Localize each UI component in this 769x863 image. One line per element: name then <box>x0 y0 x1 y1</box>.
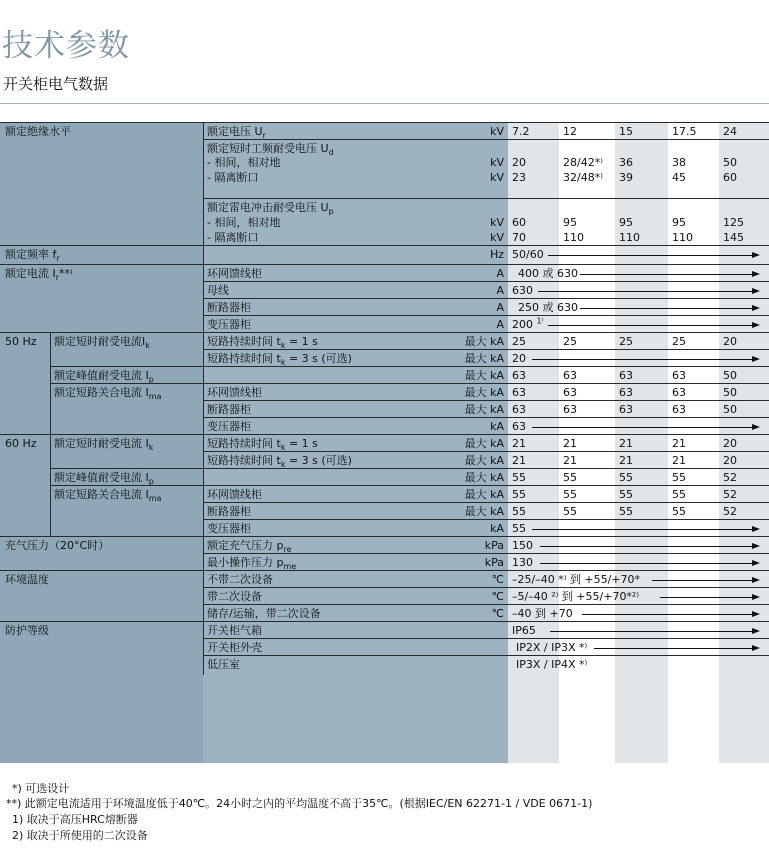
row-rule <box>203 139 769 140</box>
hz50-stw-label: 额定短时耐受电流$I_k$ <box>54 335 150 351</box>
row-rule <box>50 383 769 384</box>
hz50-dur3-label: 短路持续时间 $t_k = 3$ s (可选) <box>207 352 352 368</box>
rated-pressure-value: 150 <box>512 539 533 552</box>
column-rule <box>50 332 51 536</box>
protection-row-label: 开关柜外壳 <box>207 641 262 654</box>
span-arrow-line <box>540 546 754 547</box>
hz50-peak-value: 63 <box>512 369 526 382</box>
pf-gap-value: 39 <box>619 171 633 184</box>
min-pressure-value: 130 <box>512 556 533 569</box>
ambient-no-sec-label: 不带二次设备 <box>207 573 273 586</box>
hz60-dur1-value: 21 <box>672 437 686 450</box>
row-rule <box>50 366 769 367</box>
protection-value: IP2X / IP3X *⁾ <box>516 641 588 654</box>
row-rule <box>203 281 769 282</box>
hz60-cb-value: 55 <box>672 505 686 518</box>
current-row-label: 断路器柜 <box>207 301 251 314</box>
voltage-value: 17.5 <box>672 125 697 138</box>
hz50-tr-unit: kA <box>490 420 504 433</box>
hz60-peak-unit: 最大 kA <box>464 471 504 484</box>
title-divider <box>0 103 769 104</box>
current-row-label: 变压器柜 <box>207 318 251 331</box>
hz60-dur1-value: 21 <box>619 437 633 450</box>
span-arrow-head <box>752 628 760 634</box>
hz50-dur1-value: 25 <box>672 335 686 348</box>
pf-phase-value: 36 <box>619 156 633 169</box>
hz60-dur3-value: 21 <box>672 454 686 467</box>
ambient-unit: ℃ <box>491 590 504 603</box>
hz60-peak-value: 52 <box>723 471 737 484</box>
hz60-peak-label: 额定峰值耐受电流 $I_p$ <box>54 471 154 487</box>
hz60-peak-value: 55 <box>672 471 686 484</box>
pf-phase-value: 50 <box>723 156 737 169</box>
hz60-dur3-value: 21 <box>563 454 577 467</box>
hz50-peak-unit: 最大 kA <box>464 369 504 382</box>
min-pressure-label: 最小操作压力 $p_{me}$ <box>207 556 297 572</box>
voltage-value: 15 <box>619 125 633 138</box>
rated-current-label: 额定电流 $I_r**^)$ <box>5 267 73 283</box>
hz50-cb-value: 63 <box>619 403 633 416</box>
current-row-label: 母线 <box>207 284 229 297</box>
protection-value: IP65 <box>512 624 536 637</box>
voltage-value: 7.2 <box>512 125 530 138</box>
pf-phase-value: 20 <box>512 156 526 169</box>
column-rule <box>203 122 204 675</box>
ambient-unit: ℃ <box>491 573 504 586</box>
pf-gap-value: 23 <box>512 171 526 184</box>
span-arrow-head <box>752 645 760 651</box>
hz60-cb-unit: 最大 kA <box>464 505 504 518</box>
li-gap-unit: kV <box>490 231 504 244</box>
hz50-cb-value: 50 <box>723 403 737 416</box>
current-unit: A <box>496 301 504 314</box>
li-phase-unit: kV <box>490 216 504 229</box>
hz60-dur1-value: 21 <box>563 437 577 450</box>
li-gap-label: - 隔离断口 <box>207 231 259 244</box>
protection-group-label: 防护等级 <box>5 624 49 637</box>
current-value: 250 或 630 <box>518 301 578 314</box>
pressure-group-label: 充气压力（20°C时） <box>5 539 110 552</box>
hz50-making-label: 额定短路关合电流 $I_{ma}$ <box>54 386 162 402</box>
pf-phase-unit: kV <box>490 156 504 169</box>
hz60-stw-label: 额定短时耐受电流 $I_k$ <box>54 437 154 453</box>
span-arrow-head <box>752 252 760 258</box>
hz50-ring-label: 环网馈线柜 <box>207 386 262 399</box>
span-arrow-head <box>752 288 760 294</box>
ambient-storage-value: –40 到 +70 <box>512 607 573 620</box>
span-arrow-head <box>752 543 760 549</box>
row-rule <box>203 638 769 639</box>
ambient-storage-label: 储存/运输，带二次设备 <box>207 607 321 620</box>
hz60-dur1-unit: 最大 kA <box>464 437 504 450</box>
hz60-tr-value: 55 <box>512 522 526 535</box>
li-gap-value: 110 <box>563 231 584 244</box>
hz50-peak-value: 63 <box>619 369 633 382</box>
ambient-unit: ℃ <box>491 607 504 620</box>
hz60-dur3-value: 21 <box>619 454 633 467</box>
row-rule <box>50 485 769 486</box>
current-row-label: 环网馈线柜 <box>207 267 262 280</box>
hz50-ring-value: 63 <box>563 386 577 399</box>
span-arrow-head <box>752 271 760 277</box>
row-rule <box>203 315 769 316</box>
hz60-dur3-value: 20 <box>723 454 737 467</box>
current-unit: A <box>496 267 504 280</box>
hz60-cb-label: 断路器柜 <box>207 505 251 518</box>
span-arrow-head <box>752 577 760 583</box>
span-arrow-line <box>548 325 754 326</box>
row-rule <box>203 519 769 520</box>
hz50-dur1-value: 25 <box>619 335 633 348</box>
hz50-dur1-label: 短路持续时间 $t_k = 1$ s <box>207 335 318 351</box>
hz60-cb-value: 55 <box>563 505 577 518</box>
frequency-value: 50/60 <box>512 248 544 261</box>
hz50-cb-unit: 最大 kA <box>464 403 504 416</box>
hz60-dur1-label: 短路持续时间 $t_k = 1$ s <box>207 437 318 453</box>
hz50-ring-value: 50 <box>723 386 737 399</box>
voltage-value: 24 <box>723 125 737 138</box>
row-rule <box>0 536 769 537</box>
hz60-making-label: 额定短路关合电流 $I_{ma}$ <box>54 488 162 504</box>
rated-voltage-unit: kV <box>490 125 504 138</box>
span-arrow-line <box>538 291 754 292</box>
lightning-label: 额定雷电冲击耐受电压 $U_p$ <box>207 201 334 217</box>
hz50-tr-label: 变压器柜 <box>207 420 251 433</box>
hz50-cb-value: 63 <box>563 403 577 416</box>
hz60-ring-value: 55 <box>563 488 577 501</box>
current-value: 630 <box>512 284 533 297</box>
span-arrow-line <box>594 648 754 649</box>
current-value: 200 $^{1^)}$ <box>512 316 544 331</box>
hz60-cb-value: 55 <box>619 505 633 518</box>
span-arrow-head <box>752 424 760 430</box>
hz60-ring-label: 环网馈线柜 <box>207 488 262 501</box>
row-rule <box>203 451 769 452</box>
rated-voltage-label: 额定电压 $U_r$ <box>207 125 266 141</box>
ambient-group-label: 环境温度 <box>5 573 49 586</box>
footnote: 2) 取决于所使用的二次设备 <box>12 829 148 842</box>
hz60-cb-value: 52 <box>723 505 737 518</box>
hz60-dur1-value: 20 <box>723 437 737 450</box>
hz60-ring-value: 52 <box>723 488 737 501</box>
hz60-ring-value: 55 <box>619 488 633 501</box>
span-arrow-line <box>532 529 754 530</box>
min-pressure-unit: kPa <box>484 556 504 569</box>
hz50-peak-value: 63 <box>563 369 577 382</box>
span-arrow-head <box>752 356 760 362</box>
span-arrow-line <box>660 597 754 598</box>
span-arrow-line <box>582 614 754 615</box>
hz50-cb-value: 63 <box>512 403 526 416</box>
hz50-dur1-unit: 最大 kA <box>464 335 504 348</box>
row-rule <box>203 655 769 656</box>
rated-pressure-unit: kPa <box>484 539 504 552</box>
row-rule <box>50 468 769 469</box>
voltage-value: 12 <box>563 125 577 138</box>
row-rule <box>0 570 769 571</box>
pf-gap-label: - 隔离断口 <box>207 171 259 184</box>
span-arrow-line <box>580 308 754 309</box>
row-rule <box>203 502 769 503</box>
hz60-ring-unit: 最大 kA <box>464 488 504 501</box>
pf-withstand-label: 额定短时工频耐受电压 $U_d$ <box>207 142 334 158</box>
li-gap-value: 110 <box>619 231 640 244</box>
hz50-dur1-value: 25 <box>563 335 577 348</box>
hz60-peak-value: 55 <box>512 471 526 484</box>
frequency-label: 额定频率 $f_r$ <box>5 248 60 264</box>
span-arrow-line <box>532 359 754 360</box>
hz60-dur1-value: 21 <box>512 437 526 450</box>
li-gap-value: 145 <box>723 231 744 244</box>
hz60-group-label: 60 Hz <box>5 437 37 450</box>
hz50-cb-value: 63 <box>672 403 686 416</box>
span-arrow-head <box>752 305 760 311</box>
li-gap-value: 70 <box>512 231 526 244</box>
rated-pressure-label: 额定充气压力 $p_{re}$ <box>207 539 292 555</box>
hz50-ring-value: 63 <box>672 386 686 399</box>
pf-gap-unit: kV <box>490 171 504 184</box>
hz50-ring-unit: 最大 kA <box>464 386 504 399</box>
hz60-dur3-unit: 最大 kA <box>464 454 504 467</box>
pf-phase-value: 38 <box>672 156 686 169</box>
row-rule <box>203 198 769 199</box>
span-arrow-line <box>548 255 754 256</box>
row-rule <box>203 400 769 401</box>
hz50-dur3-value: 20 <box>512 352 526 365</box>
li-phase-value: 60 <box>512 216 526 229</box>
hz50-dur1-value: 25 <box>512 335 526 348</box>
hz60-ring-value: 55 <box>672 488 686 501</box>
span-arrow-line <box>532 427 754 428</box>
hz60-peak-value: 55 <box>619 471 633 484</box>
row-rule <box>203 349 769 350</box>
hz60-dur3-label: 短路持续时间 $t_k = 3$ s (可选) <box>207 454 352 470</box>
row-rule <box>0 434 769 435</box>
row-rule <box>203 587 769 588</box>
row-rule <box>203 417 769 418</box>
span-arrow-line <box>580 274 754 275</box>
ambient-no-sec-value: –25/–40 *⁾ 到 +55/+70* <box>512 573 641 586</box>
hz50-ring-value: 63 <box>512 386 526 399</box>
hz50-peak-label: 额定峰值耐受电流 $I_p$ <box>54 369 154 385</box>
protection-row-label: 低压室 <box>207 658 240 671</box>
footnote: 1) 取决于高压HRC熔断器 <box>12 813 138 826</box>
li-phase-value: 125 <box>723 216 744 229</box>
hz50-group-label: 50 Hz <box>5 335 37 348</box>
pf-gap-value: 45 <box>672 171 686 184</box>
frequency-unit: Hz <box>489 248 504 261</box>
hz60-dur3-value: 21 <box>512 454 526 467</box>
hz60-cb-value: 55 <box>512 505 526 518</box>
row-rule <box>0 332 769 333</box>
li-phase-value: 95 <box>619 216 633 229</box>
span-arrow-head <box>752 611 760 617</box>
footnote: **) 此额定电流适用于环境温度低于40℃。24小时之内的平均温度不高于35℃。(根据IEC/EN 62271-1 / VDE 0671-1) <box>6 797 593 810</box>
row-rule <box>0 621 769 622</box>
li-phase-value: 95 <box>563 216 577 229</box>
hz50-cb-label: 断路器柜 <box>207 403 251 416</box>
hz50-dur1-value: 20 <box>723 335 737 348</box>
hz60-tr-unit: kA <box>490 522 504 535</box>
footnote: *) 可选设计 <box>12 782 70 795</box>
protection-row-label: 开关柜气箱 <box>207 624 262 637</box>
current-value: 400 或 630 <box>518 267 578 280</box>
pf-gap-value: 32/48*⁾ <box>563 171 603 184</box>
li-phase-value: 95 <box>672 216 686 229</box>
span-arrow-line <box>550 631 754 632</box>
span-arrow-head <box>752 560 760 566</box>
span-arrow-line <box>652 580 754 581</box>
insulation-group-label: 额定绝缘水平 <box>5 125 71 138</box>
hz50-peak-value: 50 <box>723 369 737 382</box>
hz50-tr-value: 63 <box>512 420 526 433</box>
ambient-sec-label: 带二次设备 <box>207 590 262 603</box>
span-arrow-head <box>752 526 760 532</box>
row-rule <box>203 298 769 299</box>
hz50-ring-value: 63 <box>619 386 633 399</box>
li-gap-value: 110 <box>672 231 693 244</box>
row-rule <box>0 264 769 265</box>
hz50-peak-value: 63 <box>672 369 686 382</box>
page-subtitle: 开关柜电气数据 <box>3 75 109 93</box>
hz60-tr-label: 变压器柜 <box>207 522 251 535</box>
protection-value: IP3X / IP4X *⁾ <box>516 658 588 671</box>
pf-phase-label: - 相间，相对地 <box>207 156 281 169</box>
current-unit: A <box>496 284 504 297</box>
row-rule <box>203 604 769 605</box>
hz50-dur3-unit: 最大 kA <box>464 352 504 365</box>
row-rule <box>0 245 769 246</box>
span-arrow-head <box>752 594 760 600</box>
ambient-sec-value: –5/–40 ²⁾ 到 +55/+70*²⁾ <box>512 590 640 603</box>
li-phase-label: - 相间，相对地 <box>207 216 281 229</box>
page-title: 技术参数 <box>2 28 130 64</box>
span-arrow-head <box>752 322 760 328</box>
pf-gap-value: 60 <box>723 171 737 184</box>
hz60-peak-value: 55 <box>563 471 577 484</box>
span-arrow-line <box>540 563 754 564</box>
current-unit: A <box>496 318 504 331</box>
pf-phase-value: 28/42*⁾ <box>563 156 603 169</box>
hz60-ring-value: 55 <box>512 488 526 501</box>
row-rule <box>0 122 769 123</box>
